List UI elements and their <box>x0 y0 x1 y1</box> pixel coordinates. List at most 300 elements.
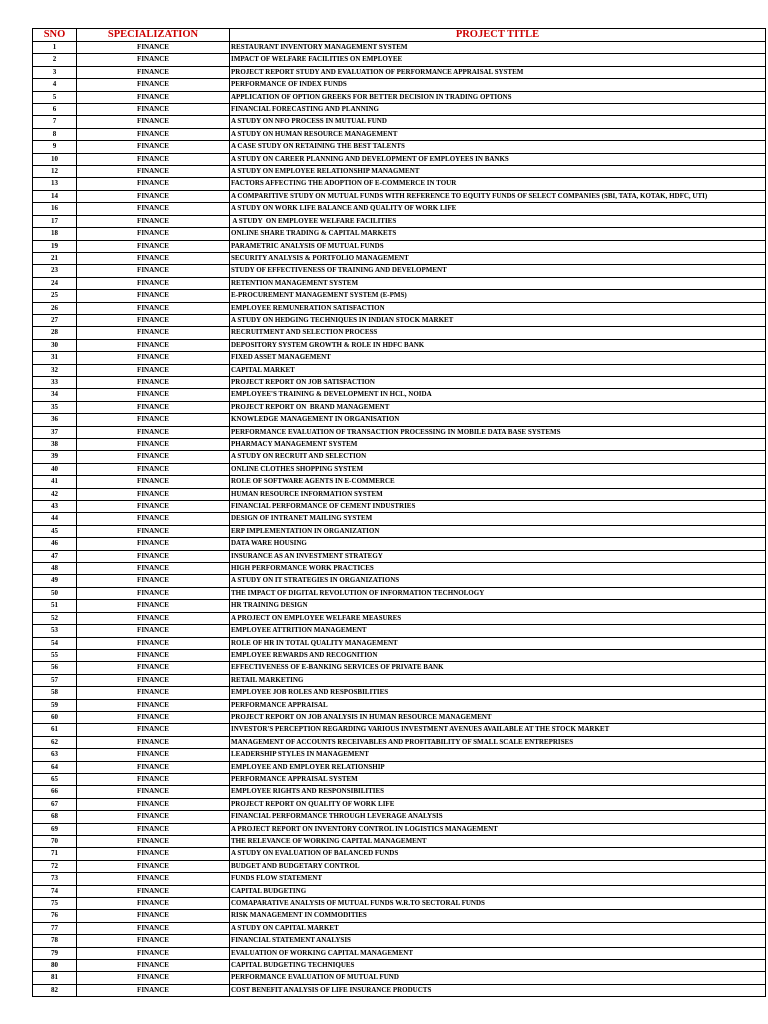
project-title-cell: RETENTION MANAGEMENT SYSTEM <box>230 277 766 289</box>
project-titles-table <box>32 28 766 997</box>
specialization-cell: FINANCE <box>77 228 230 240</box>
table-row <box>33 327 766 339</box>
sno-cell: 49 <box>33 575 77 587</box>
sno-cell: 38 <box>33 439 77 451</box>
sno-cell: 32 <box>33 364 77 376</box>
project-title-cell: RESTAURANT INVENTORY MANAGEMENT SYSTEM <box>230 42 766 54</box>
sno-cell: 71 <box>33 848 77 860</box>
specialization-cell: FINANCE <box>77 823 230 835</box>
sno-cell: 35 <box>33 401 77 413</box>
table-row <box>33 711 766 723</box>
project-title-cell: RETAIL MARKETING <box>230 674 766 686</box>
sno-cell: 21 <box>33 252 77 264</box>
project-title-cell: ERP IMPLEMENTATION IN ORGANIZATION <box>230 525 766 537</box>
specialization-cell: FINANCE <box>77 153 230 165</box>
sno-cell: 13 <box>33 178 77 190</box>
sno-cell: 28 <box>33 327 77 339</box>
sno-cell: 6 <box>33 104 77 116</box>
project-title-cell: ROLE OF HR IN TOTAL QUALITY MANAGEMENT <box>230 637 766 649</box>
project-title-cell: A STUDY ON EMPLOYEE WELFARE FACILITIES <box>230 215 766 227</box>
table-row <box>33 215 766 227</box>
sno-cell: 40 <box>33 463 77 475</box>
sno-cell: 74 <box>33 885 77 897</box>
specialization-cell: FINANCE <box>77 190 230 202</box>
table-row <box>33 314 766 326</box>
project-title-cell: A STUDY ON WORK LIFE BALANCE AND QUALITY OF WORK LIFE <box>230 203 766 215</box>
sno-cell: 52 <box>33 612 77 624</box>
specialization-cell: FINANCE <box>77 451 230 463</box>
table-row <box>33 674 766 686</box>
specialization-cell: FINANCE <box>77 625 230 637</box>
project-title-cell: DESIGN OF INTRANET MAILING SYSTEM <box>230 513 766 525</box>
sno-cell: 24 <box>33 277 77 289</box>
project-title-cell: RISK MANAGEMENT IN COMMODITIES <box>230 910 766 922</box>
header-specialization: SPECIALIZATION <box>77 29 230 42</box>
project-title-cell: PERFORMANCE EVALUATION OF TRANSACTION PROCESSING IN MOBILE DATA BASE SYSTEMS <box>230 426 766 438</box>
project-title-cell: LEADERSHIP STYLES IN MANAGEMENT <box>230 749 766 761</box>
project-title-cell: HIGH PERFORMANCE WORK PRACTICES <box>230 563 766 575</box>
specialization-cell: FINANCE <box>77 463 230 475</box>
specialization-cell: FINANCE <box>77 773 230 785</box>
project-title-cell: COST BENEFIT ANALYSIS OF LIFE INSURANCE PRODUCTS <box>230 984 766 996</box>
specialization-cell: FINANCE <box>77 637 230 649</box>
table-row <box>33 426 766 438</box>
sno-cell: 44 <box>33 513 77 525</box>
specialization-cell: FINANCE <box>77 724 230 736</box>
specialization-cell: FINANCE <box>77 761 230 773</box>
project-title-cell: EMPLOYEE ATTRITION MANAGEMENT <box>230 625 766 637</box>
project-title-cell: A STUDY ON IT STRATEGIES IN ORGANIZATIONS <box>230 575 766 587</box>
sno-cell: 3 <box>33 66 77 78</box>
table-row <box>33 563 766 575</box>
table-row <box>33 476 766 488</box>
sno-cell: 70 <box>33 836 77 848</box>
sno-cell: 67 <box>33 798 77 810</box>
table-row <box>33 922 766 934</box>
specialization-cell: FINANCE <box>77 141 230 153</box>
project-title-cell: A STUDY ON EMPLOYEE RELATIONSHIP MANAGMENT <box>230 166 766 178</box>
sno-cell: 4 <box>33 79 77 91</box>
specialization-cell: FINANCE <box>77 104 230 116</box>
sno-cell: 36 <box>33 414 77 426</box>
table-row <box>33 786 766 798</box>
sno-cell: 76 <box>33 910 77 922</box>
specialization-cell: FINANCE <box>77 240 230 252</box>
specialization-cell: FINANCE <box>77 674 230 686</box>
project-title-cell: PERFORMANCE APPRAISAL <box>230 699 766 711</box>
sno-cell: 39 <box>33 451 77 463</box>
project-title-cell: EMPLOYEE RIGHTS AND RESPONSIBILITIES <box>230 786 766 798</box>
table-row <box>33 724 766 736</box>
sno-cell: 73 <box>33 873 77 885</box>
project-title-cell: CAPITAL BUDGETING TECHNIQUES <box>230 960 766 972</box>
sno-cell: 7 <box>33 116 77 128</box>
specialization-cell: FINANCE <box>77 376 230 388</box>
project-title-cell: PARAMETRIC ANALYSIS OF MUTUAL FUNDS <box>230 240 766 252</box>
table-row <box>33 600 766 612</box>
sno-cell: 75 <box>33 898 77 910</box>
sno-cell: 5 <box>33 91 77 103</box>
specialization-cell: FINANCE <box>77 128 230 140</box>
sno-cell: 19 <box>33 240 77 252</box>
specialization-cell: FINANCE <box>77 885 230 897</box>
sno-cell: 27 <box>33 314 77 326</box>
project-title-cell: EFFECTIVENESS OF E-BANKING SERVICES OF PRIVATE BANK <box>230 662 766 674</box>
table-row <box>33 66 766 78</box>
project-title-cell: PERFORMANCE EVALUATION OF MUTUAL FUND <box>230 972 766 984</box>
specialization-cell: FINANCE <box>77 252 230 264</box>
project-title-cell: CAPITAL BUDGETING <box>230 885 766 897</box>
table-row <box>33 885 766 897</box>
table-row <box>33 352 766 364</box>
project-title-cell: PROJECT REPORT ON JOB ANALYSIS IN HUMAN RESOURCE MANAGEMENT <box>230 711 766 723</box>
project-title-cell: THE IMPACT OF DIGITAL REVOLUTION OF INFORMATION TECHNOLOGY <box>230 587 766 599</box>
table-row <box>33 525 766 537</box>
specialization-cell: FINANCE <box>77 513 230 525</box>
project-title-cell: HUMAN RESOURCE INFORMATION SYSTEM <box>230 488 766 500</box>
specialization-cell: FINANCE <box>77 699 230 711</box>
table-row <box>33 749 766 761</box>
specialization-cell: FINANCE <box>77 811 230 823</box>
project-title-cell: EMPLOYEE'S TRAINING & DEVELOPMENT IN HCL, NOIDA <box>230 389 766 401</box>
sno-cell: 8 <box>33 128 77 140</box>
table-row <box>33 451 766 463</box>
specialization-cell: FINANCE <box>77 563 230 575</box>
sno-cell: 78 <box>33 935 77 947</box>
sno-cell: 33 <box>33 376 77 388</box>
table-row <box>33 960 766 972</box>
project-title-cell: IMPACT OF WELFARE FACILITIES ON EMPLOYEE <box>230 54 766 66</box>
table-row <box>33 178 766 190</box>
project-title-cell: A COMPARITIVE STUDY ON MUTUAL FUNDS WITH REFERENCE TO EQUITY FUNDS OF SELECT COMPANIES (SBI, TATA, KOTAK, HDFC, UTI) <box>230 190 766 202</box>
sno-cell: 17 <box>33 215 77 227</box>
specialization-cell: FINANCE <box>77 836 230 848</box>
sno-cell: 80 <box>33 960 77 972</box>
specialization-cell: FINANCE <box>77 476 230 488</box>
specialization-cell: FINANCE <box>77 935 230 947</box>
table-row <box>33 612 766 624</box>
table-row <box>33 649 766 661</box>
table-row <box>33 550 766 562</box>
project-title-cell: FACTORS AFFECTING THE ADOPTION OF E-COMMERCE IN TOUR <box>230 178 766 190</box>
specialization-cell: FINANCE <box>77 54 230 66</box>
specialization-cell: FINANCE <box>77 649 230 661</box>
specialization-cell: FINANCE <box>77 860 230 872</box>
table-row <box>33 104 766 116</box>
sno-cell: 62 <box>33 736 77 748</box>
table-row <box>33 252 766 264</box>
table-row <box>33 860 766 872</box>
project-title-cell: FIXED ASSET MANAGEMENT <box>230 352 766 364</box>
header-project-title: PROJECT TITLE <box>230 29 766 42</box>
specialization-cell: FINANCE <box>77 439 230 451</box>
table-row <box>33 972 766 984</box>
project-title-cell: A CASE STUDY ON RETAINING THE BEST TALENTS <box>230 141 766 153</box>
project-title-cell: PROJECT REPORT ON JOB SATISFACTION <box>230 376 766 388</box>
specialization-cell: FINANCE <box>77 575 230 587</box>
table-row <box>33 910 766 922</box>
table-row <box>33 513 766 525</box>
project-title-cell: PERFORMANCE OF INDEX FUNDS <box>230 79 766 91</box>
specialization-cell: FINANCE <box>77 203 230 215</box>
specialization-cell: FINANCE <box>77 786 230 798</box>
sno-cell: 42 <box>33 488 77 500</box>
sno-cell: 1 <box>33 42 77 54</box>
table-row <box>33 79 766 91</box>
table-row <box>33 935 766 947</box>
table-row <box>33 798 766 810</box>
specialization-cell: FINANCE <box>77 798 230 810</box>
table-row <box>33 203 766 215</box>
sno-cell: 69 <box>33 823 77 835</box>
specialization-cell: FINANCE <box>77 749 230 761</box>
project-title-cell: ONLINE SHARE TRADING & CAPITAL MARKETS <box>230 228 766 240</box>
project-title-cell: A STUDY ON NFO PROCESS IN MUTUAL FUND <box>230 116 766 128</box>
table-row <box>33 190 766 202</box>
table-row <box>33 625 766 637</box>
specialization-cell: FINANCE <box>77 277 230 289</box>
table-row <box>33 587 766 599</box>
project-title-cell: BUDGET AND BUDGETARY CONTROL <box>230 860 766 872</box>
specialization-cell: FINANCE <box>77 327 230 339</box>
table-row <box>33 364 766 376</box>
specialization-cell: FINANCE <box>77 290 230 302</box>
sno-cell: 81 <box>33 972 77 984</box>
sno-cell: 57 <box>33 674 77 686</box>
table-row <box>33 439 766 451</box>
sno-cell: 12 <box>33 166 77 178</box>
table-row <box>33 166 766 178</box>
sno-cell: 37 <box>33 426 77 438</box>
specialization-cell: FINANCE <box>77 898 230 910</box>
project-title-cell: PHARMACY MANAGEMENT SYSTEM <box>230 439 766 451</box>
sno-cell: 59 <box>33 699 77 711</box>
table-row <box>33 848 766 860</box>
specialization-cell: FINANCE <box>77 960 230 972</box>
project-title-cell: ROLE OF SOFTWARE AGENTS IN E-COMMERCE <box>230 476 766 488</box>
table-row <box>33 265 766 277</box>
specialization-cell: FINANCE <box>77 116 230 128</box>
specialization-cell: FINANCE <box>77 401 230 413</box>
project-title-cell: PROJECT REPORT STUDY AND EVALUATION OF PERFORMANCE APPRAISAL SYSTEM <box>230 66 766 78</box>
sno-cell: 61 <box>33 724 77 736</box>
table-row <box>33 141 766 153</box>
sno-cell: 10 <box>33 153 77 165</box>
table-row <box>33 290 766 302</box>
sno-cell: 60 <box>33 711 77 723</box>
sno-cell: 82 <box>33 984 77 996</box>
project-title-cell: A STUDY ON EVALUATION OF BALANCED FUNDS <box>230 848 766 860</box>
sno-cell: 50 <box>33 587 77 599</box>
table-row <box>33 501 766 513</box>
table-row <box>33 401 766 413</box>
project-title-cell: KNOWLEDGE MANAGEMENT IN ORGANISATION <box>230 414 766 426</box>
table-row <box>33 302 766 314</box>
sno-cell: 77 <box>33 922 77 934</box>
sno-cell: 48 <box>33 563 77 575</box>
table-row <box>33 240 766 252</box>
specialization-cell: FINANCE <box>77 972 230 984</box>
specialization-cell: FINANCE <box>77 352 230 364</box>
specialization-cell: FINANCE <box>77 525 230 537</box>
table-row <box>33 128 766 140</box>
specialization-cell: FINANCE <box>77 178 230 190</box>
sno-cell: 51 <box>33 600 77 612</box>
sno-cell: 46 <box>33 538 77 550</box>
project-title-cell: FINANCIAL PERFORMANCE OF CEMENT INDUSTRIES <box>230 501 766 513</box>
specialization-cell: FINANCE <box>77 426 230 438</box>
specialization-cell: FINANCE <box>77 389 230 401</box>
project-title-cell: A STUDY ON HEDGING TECHNIQUES IN INDIAN STOCK MARKET <box>230 314 766 326</box>
project-title-cell: A STUDY ON CAPITAL MARKET <box>230 922 766 934</box>
project-title-cell: EMPLOYEE AND EMPLOYER RELATIONSHIP <box>230 761 766 773</box>
sno-cell: 58 <box>33 687 77 699</box>
specialization-cell: FINANCE <box>77 736 230 748</box>
table-row <box>33 91 766 103</box>
project-title-cell: FUNDS FLOW STATEMENT <box>230 873 766 885</box>
table-row <box>33 42 766 54</box>
table-row <box>33 116 766 128</box>
sno-cell: 45 <box>33 525 77 537</box>
project-title-cell: PROJECT REPORT ON BRAND MANAGEMENT <box>230 401 766 413</box>
specialization-cell: FINANCE <box>77 687 230 699</box>
project-title-cell: A STUDY ON CAREER PLANNING AND DEVELOPMENT OF EMPLOYEES IN BANKS <box>230 153 766 165</box>
specialization-cell: FINANCE <box>77 414 230 426</box>
table-row <box>33 376 766 388</box>
table-row <box>33 773 766 785</box>
project-title-cell: HR TRAINING DESIGN <box>230 600 766 612</box>
project-title-cell: DEPOSITORY SYSTEM GROWTH & ROLE IN HDFC BANK <box>230 339 766 351</box>
project-title-cell: EMPLOYEE JOB ROLES AND RESPOSBILITIES <box>230 687 766 699</box>
project-title-cell: THE RELEVANCE OF WORKING CAPITAL MANAGEMENT <box>230 836 766 848</box>
sno-cell: 56 <box>33 662 77 674</box>
sno-cell: 63 <box>33 749 77 761</box>
specialization-cell: FINANCE <box>77 166 230 178</box>
table-header <box>33 29 766 42</box>
table-row <box>33 389 766 401</box>
sno-cell: 25 <box>33 290 77 302</box>
table-row <box>33 488 766 500</box>
table-body <box>33 42 766 997</box>
specialization-cell: FINANCE <box>77 79 230 91</box>
sno-cell: 53 <box>33 625 77 637</box>
sno-cell: 2 <box>33 54 77 66</box>
table-row <box>33 277 766 289</box>
table-row <box>33 984 766 996</box>
project-title-cell: MANAGEMENT OF ACCOUNTS RECEIVABLES AND PROFITABILITY OF SMALL SCALE ENTREPRISES <box>230 736 766 748</box>
specialization-cell: FINANCE <box>77 612 230 624</box>
project-title-cell: STUDY OF EFFECTIVENESS OF TRAINING AND DEVELOPMENT <box>230 265 766 277</box>
specialization-cell: FINANCE <box>77 538 230 550</box>
sno-cell: 64 <box>33 761 77 773</box>
table-row <box>33 736 766 748</box>
sno-cell: 30 <box>33 339 77 351</box>
project-title-cell: ONLINE CLOTHES SHOPPING SYSTEM <box>230 463 766 475</box>
project-title-cell: A STUDY ON HUMAN RESOURCE MANAGEMENT <box>230 128 766 140</box>
specialization-cell: FINANCE <box>77 848 230 860</box>
specialization-cell: FINANCE <box>77 488 230 500</box>
table-row <box>33 228 766 240</box>
table-row <box>33 687 766 699</box>
specialization-cell: FINANCE <box>77 922 230 934</box>
specialization-cell: FINANCE <box>77 364 230 376</box>
specialization-cell: FINANCE <box>77 314 230 326</box>
sno-cell: 16 <box>33 203 77 215</box>
specialization-cell: FINANCE <box>77 550 230 562</box>
specialization-cell: FINANCE <box>77 339 230 351</box>
specialization-cell: FINANCE <box>77 711 230 723</box>
sno-cell: 47 <box>33 550 77 562</box>
table-row <box>33 947 766 959</box>
table-row <box>33 836 766 848</box>
table-row <box>33 898 766 910</box>
table-row <box>33 463 766 475</box>
sno-cell: 55 <box>33 649 77 661</box>
project-title-cell: COMAPARATIVE ANALYSIS OF MUTUAL FUNDS W.R.TO SECTORAL FUNDS <box>230 898 766 910</box>
project-title-cell: FINANCIAL FORECASTING AND PLANNING <box>230 104 766 116</box>
sno-cell: 54 <box>33 637 77 649</box>
header-sno: SNO <box>33 29 77 42</box>
sno-cell: 18 <box>33 228 77 240</box>
project-title-cell: INSURANCE AS AN INVESTMENT STRATEGY <box>230 550 766 562</box>
specialization-cell: FINANCE <box>77 66 230 78</box>
specialization-cell: FINANCE <box>77 215 230 227</box>
project-title-cell: A STUDY ON RECRUIT AND SELECTION <box>230 451 766 463</box>
table-row <box>33 699 766 711</box>
project-title-cell: E-PROCUREMENT MANAGEMENT SYSTEM (E-PMS) <box>230 290 766 302</box>
sno-cell: 23 <box>33 265 77 277</box>
specialization-cell: FINANCE <box>77 42 230 54</box>
project-title-cell: INVESTOR'S PERCEPTION REGARDING VARIOUS INVESTMENT AVENUES AVAILABLE AT THE STOCK MARKET <box>230 724 766 736</box>
sno-cell: 66 <box>33 786 77 798</box>
table-row <box>33 873 766 885</box>
specialization-cell: FINANCE <box>77 947 230 959</box>
specialization-cell: FINANCE <box>77 662 230 674</box>
project-title-cell: PERFORMANCE APPRAISAL SYSTEM <box>230 773 766 785</box>
sno-cell: 34 <box>33 389 77 401</box>
specialization-cell: FINANCE <box>77 501 230 513</box>
table-row <box>33 637 766 649</box>
specialization-cell: FINANCE <box>77 587 230 599</box>
project-title-cell: CAPITAL MARKET <box>230 364 766 376</box>
table-row <box>33 414 766 426</box>
specialization-cell: FINANCE <box>77 600 230 612</box>
table-row <box>33 153 766 165</box>
project-title-cell: A PROJECT ON EMPLOYEE WELFARE MEASURES <box>230 612 766 624</box>
sno-cell: 31 <box>33 352 77 364</box>
specialization-cell: FINANCE <box>77 910 230 922</box>
specialization-cell: FINANCE <box>77 302 230 314</box>
table-row <box>33 823 766 835</box>
project-title-cell: A PROJECT REPORT ON INVENTORY CONTROL IN LOGISTICS MANAGEMENT <box>230 823 766 835</box>
project-title-cell: RECRUITMENT AND SELECTION PROCESS <box>230 327 766 339</box>
project-title-cell: EVALUATION OF WORKING CAPITAL MANAGEMENT <box>230 947 766 959</box>
table-row <box>33 662 766 674</box>
table-row <box>33 811 766 823</box>
sno-cell: 65 <box>33 773 77 785</box>
project-title-cell: SECURITY ANALYSIS & PORTFOLIO MANAGEMENT <box>230 252 766 264</box>
project-title-cell: EMPLOYEE REWARDS AND RECOGNITION <box>230 649 766 661</box>
project-title-cell: DATA WARE HOUSING <box>230 538 766 550</box>
table-row <box>33 575 766 587</box>
table-row <box>33 339 766 351</box>
specialization-cell: FINANCE <box>77 265 230 277</box>
project-title-cell: EMPLOYEE REMUNERATION SATISFACTION <box>230 302 766 314</box>
project-title-cell: FINANCIAL PERFORMANCE THROUGH LEVERAGE ANALYSIS <box>230 811 766 823</box>
table-row <box>33 54 766 66</box>
project-title-cell: PROJECT REPORT ON QUALITY OF WORK LIFE <box>230 798 766 810</box>
specialization-cell: FINANCE <box>77 984 230 996</box>
